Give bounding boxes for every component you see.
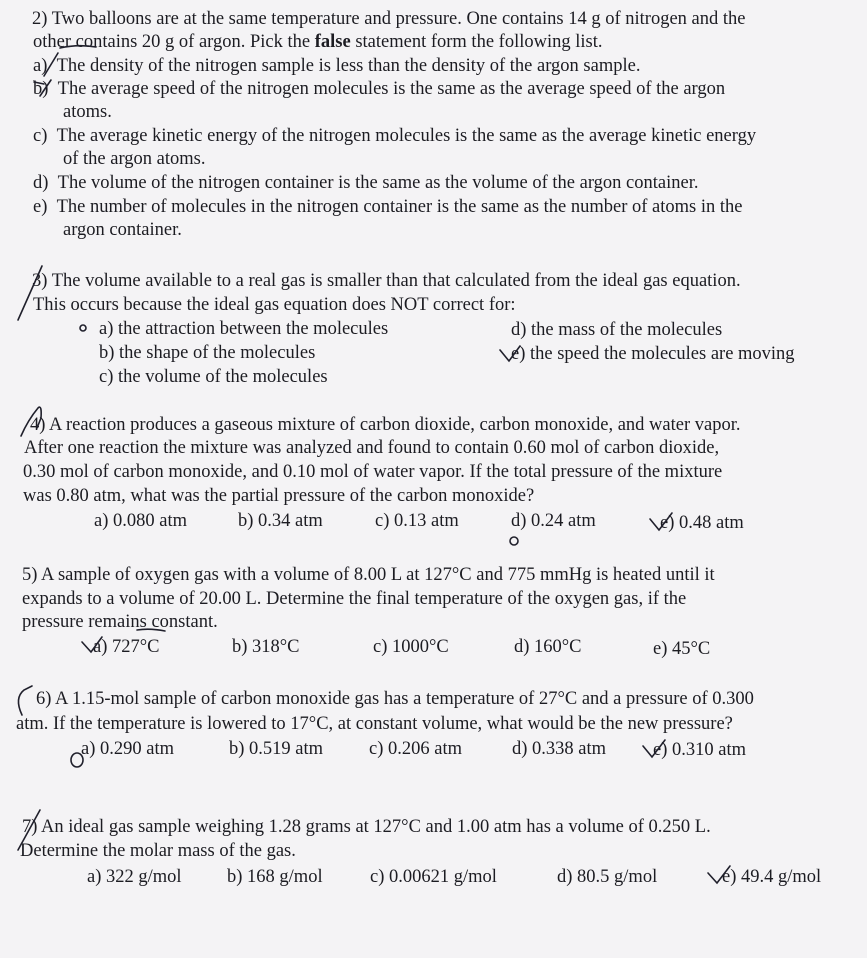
q2-option-b-cont: atoms. bbox=[63, 102, 112, 122]
q3-a-dot-mark bbox=[80, 325, 86, 331]
q2-b-slash-mark bbox=[40, 80, 51, 96]
q7-option-c: c) 0.00621 g/mol bbox=[370, 867, 497, 887]
q4-line-3: 0.30 mol of carbon monoxide, and 0.10 mol of water vapor. If the total pressure of the mixture bbox=[23, 462, 723, 482]
q7-number-slash-mark bbox=[18, 810, 40, 850]
q7-line-1: 7) An ideal gas sample weighing 1.28 grams at 127°C and 1.00 atm has a volume of 0.250 L. bbox=[22, 817, 711, 837]
q3-option-e: e) the speed the molecules are moving bbox=[511, 344, 795, 364]
q6-line-1: 6) A 1.15-mol sample of carbon monoxide gas has a temperature of 27°C and a pressure of 0.300 bbox=[36, 689, 754, 709]
q2-a-label: a) bbox=[33, 56, 48, 76]
q5-option-a: a) 727°C bbox=[93, 637, 160, 657]
q6-option-a: a) 0.290 atm bbox=[81, 739, 174, 759]
q2-false-word: false bbox=[314, 32, 351, 52]
q7-option-a: a) 322 g/mol bbox=[87, 867, 182, 887]
q5-a-check-mark bbox=[82, 637, 102, 652]
q3-e-check-mark bbox=[500, 346, 520, 361]
q2-e-text: The number of molecules in the nitrogen container is the same as the number of atoms in the bbox=[56, 197, 743, 217]
q6-circle-mark bbox=[71, 753, 83, 767]
q6-option-c: c) 0.206 atm bbox=[369, 739, 462, 759]
q3-option-b: b) the shape of the molecules bbox=[99, 343, 316, 363]
q4-option-a: a) 0.080 atm bbox=[94, 511, 187, 531]
q2-e-label: e) bbox=[33, 197, 48, 217]
q4-e-check-mark bbox=[650, 513, 672, 530]
q3-option-a: a) the attraction between the molecules bbox=[99, 319, 389, 339]
q4-line-2: After one reaction the mixture was analyzed and found to contain 0.60 mol of carbon dioxide, bbox=[24, 438, 720, 458]
q3-line-2: This occurs because the ideal gas equation does NOT correct for: bbox=[33, 295, 516, 315]
q6-option-b: b) 0.519 atm bbox=[229, 739, 324, 759]
q6-option-d: d) 0.338 atm bbox=[512, 739, 607, 759]
q2-b-label: b) bbox=[33, 79, 49, 99]
q6-option-e: e) 0.310 atm bbox=[653, 740, 746, 760]
q6-e-check-mark bbox=[643, 740, 665, 757]
q7-option-d: d) 80.5 g/mol bbox=[557, 867, 658, 887]
q2-other-underline-mark bbox=[60, 46, 96, 48]
q2-a-slash-mark bbox=[44, 53, 58, 76]
q4-d-circle-mark bbox=[510, 537, 518, 545]
q3-option-d: d) the mass of the molecules bbox=[511, 320, 723, 340]
q4-option-c: c) 0.13 atm bbox=[375, 511, 459, 531]
q5-option-b: b) 318°C bbox=[232, 637, 300, 657]
q5-line-1: 5) A sample of oxygen gas with a volume of 8.00 L at 127°C and 775 mmHg is heated until it bbox=[22, 565, 715, 585]
q2-line-2c: statement form the following list. bbox=[350, 32, 603, 52]
q4-line-1: 4) A reaction produces a gaseous mixture of carbon dioxide, carbon monoxide, and water vapor. bbox=[30, 415, 741, 435]
q3-line-1: 3) The volume available to a real gas is smaller than that calculated from the ideal gas equation. bbox=[32, 271, 741, 291]
q2-option-e-cont: argon container. bbox=[63, 220, 182, 240]
q2-c-label: c) bbox=[33, 126, 48, 146]
q4-option-d: d) 0.24 atm bbox=[511, 511, 596, 531]
q6-number-mark bbox=[18, 686, 32, 715]
q2-d-label: d) bbox=[33, 173, 49, 193]
q5-option-c: c) 1000°C bbox=[373, 637, 449, 657]
q2-b-text: The average speed of the nitrogen molecules is the same as the average speed of the argon bbox=[57, 79, 726, 99]
q7-line-2: Determine the molar mass of the gas. bbox=[20, 841, 296, 861]
q5-line-3: pressure remains constant. bbox=[22, 612, 218, 632]
q2-b-slash-mark-2 bbox=[34, 82, 44, 84]
q7-option-b: b) 168 g/mol bbox=[227, 867, 323, 887]
q2-line-1: 2) Two balloons are at the same temperature and pressure. One contains 14 g of nitrogen and the bbox=[32, 9, 746, 29]
q3-number-slash-mark bbox=[18, 266, 42, 320]
q2-d-text: The volume of the nitrogen container is the same as the volume of the argon container. bbox=[57, 173, 699, 193]
q5-remains-underline-mark bbox=[137, 629, 165, 631]
q4-option-b: b) 0.34 atm bbox=[238, 511, 323, 531]
q5-line-2: expands to a volume of 20.00 L. Determine the final temperature of the oxygen gas, if the bbox=[22, 589, 687, 609]
q2-option-c-cont: of the argon atoms. bbox=[63, 149, 206, 169]
q4-option-e: e) 0.48 atm bbox=[660, 513, 744, 533]
q2-a-text: The density of the nitrogen sample is less than the density of the argon sample. bbox=[56, 56, 641, 76]
q5-option-e: e) 45°C bbox=[653, 639, 711, 659]
q2-line-2a: other contains 20 g of argon. Pick the bbox=[33, 32, 315, 52]
q7-option-e: e) 49.4 g/mol bbox=[722, 867, 822, 887]
q6-line-2: atm. If the temperature is lowered to 17°C, at constant volume, what would be the new pressure? bbox=[16, 714, 733, 734]
q4-line-4: was 0.80 atm, what was the partial pressure of the carbon monoxide? bbox=[23, 486, 535, 506]
q4-number-mark bbox=[21, 407, 41, 436]
q2-c-text: The average kinetic energy of the nitrogen molecules is the same as the average kinetic energy bbox=[56, 126, 757, 146]
q5-option-d: d) 160°C bbox=[514, 637, 582, 657]
q3-option-c: c) the volume of the molecules bbox=[99, 367, 328, 387]
q7-e-check-mark bbox=[708, 866, 730, 883]
